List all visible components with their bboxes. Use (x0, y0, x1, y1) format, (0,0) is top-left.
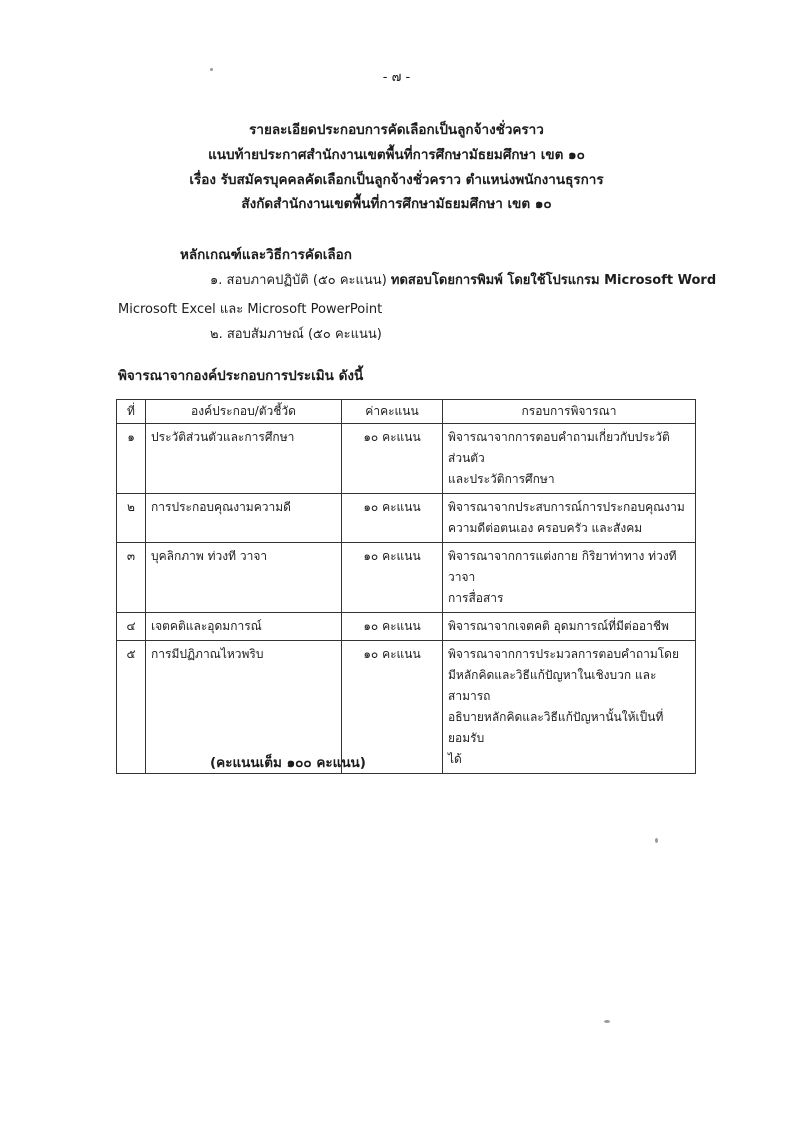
header-no: ที่ (117, 400, 146, 424)
row-component: บุคลิกภาพ ท่วงที วาจา (146, 543, 342, 613)
row-framework (443, 543, 696, 613)
criteria-item-1-prefix: ๑. สอบภาคปฏิบัติ (๕๐ คะแนน) (210, 273, 391, 288)
table-row (117, 494, 696, 543)
criteria-item-2: ๒. สอบสัมภาษณ์ (๕๐ คะแนน) (210, 327, 382, 342)
criteria-section-title: หลักเกณฑ์และวิธีการคัดเลือก (180, 247, 352, 263)
framework-line: พิจารณาจากการตอบคำถามเกี่ยวกับประวัติส่วนตัว (448, 430, 670, 465)
row-framework (443, 494, 696, 543)
framework-line: มีหลักคิดและวิธีแก้ปัญหาในเชิงบวก และสามารถ (448, 668, 657, 703)
header-component: องค์ประกอบ/ตัวชี้วัด (146, 400, 342, 424)
heading-line-2: แนบท้ายประกาศสำนักงานเขตพื้นที่การศึกษามัธยมศึกษา เขต ๑๐ (208, 147, 585, 163)
framework-line: อธิบายหลักคิดและวิธีแก้ปัญหานั้นให้เป็นที่ยอมรับ (448, 710, 664, 745)
table-row (117, 543, 696, 613)
scan-speck (655, 838, 658, 843)
heading-line-4: สังกัดสำนักงานเขตพื้นที่การศึกษามัธยมศึกษา เขต ๑๐ (241, 196, 552, 212)
row-framework (443, 424, 696, 494)
row-no: ๓ (117, 543, 146, 613)
table-header-row (117, 400, 696, 424)
header-score: ค่าคะแนน (342, 400, 443, 424)
criteria-item-1 (210, 269, 716, 290)
row-component: เจตคติและอุดมการณ์ (146, 613, 342, 641)
total-score: (คะแนนเต็ม ๑๐๐ คะแนน) (210, 755, 366, 771)
table-row (117, 613, 696, 641)
heading-line-3: เรื่อง รับสมัครบุคคลคัดเลือกเป็นลูกจ้างชั่วคราว ตำแหน่งพนักงานธุรการ (189, 172, 604, 188)
table-intro: พิจารณาจากองค์ประกอบการประเมิน ดังนี้ (118, 368, 364, 384)
row-no: ๑ (117, 424, 146, 494)
framework-line: พิจารณาจากการประมวลการตอบคำถามโดย (448, 647, 680, 661)
framework-line: พิจารณาจากเจตคติ อุดมการณ์ที่มีต่ออาชีพ (448, 619, 669, 633)
criteria-item-1-detail: ทดสอบโดยการพิมพ์ โดยใช้โปรแกรม Microsoft Word (390, 273, 717, 288)
criteria-table (116, 399, 696, 774)
row-score: ๑๐ คะแนน (342, 424, 443, 494)
row-framework (443, 641, 696, 774)
framework-line: พิจารณาจากการแต่งกาย กิริยาท่าทาง ท่วงทีวาจา (448, 549, 677, 584)
row-no: ๕ (117, 641, 146, 774)
framework-line: การสื่อสาร (448, 591, 504, 605)
framework-line: ได้ (448, 752, 462, 766)
row-component: การมีปฏิภาณไหวพริบ (146, 641, 342, 774)
framework-line: และประวัติการศึกษา (448, 472, 555, 486)
scan-speck (604, 1020, 610, 1023)
scan-speck (210, 68, 213, 71)
framework-line: พิจารณาจากประสบการณ์การประกอบคุณงาม (448, 500, 685, 514)
page-number: - ๗ - (382, 70, 411, 85)
header-framework: กรอบการพิจารณา (443, 400, 696, 424)
row-no: ๔ (117, 613, 146, 641)
row-no: ๒ (117, 494, 146, 543)
row-component: การประกอบคุณงามความดี (146, 494, 342, 543)
criteria-item-1-continuation: Microsoft Excel และ Microsoft PowerPoint (118, 302, 383, 317)
row-score: ๑๐ คะแนน (342, 613, 443, 641)
table-row (117, 641, 696, 774)
row-score: ๑๐ คะแนน (342, 543, 443, 613)
row-framework (443, 613, 696, 641)
row-component: ประวัติส่วนตัวและการศึกษา (146, 424, 342, 494)
framework-line: ความดีต่อตนเอง ครอบครัว และสังคม (448, 521, 643, 535)
table-row (117, 424, 696, 494)
row-score: ๑๐ คะแนน (342, 641, 443, 774)
row-score: ๑๐ คะแนน (342, 494, 443, 543)
heading-line-1: รายละเอียดประกอบการคัดเลือกเป็นลูกจ้างชั่วคราว (249, 122, 544, 138)
